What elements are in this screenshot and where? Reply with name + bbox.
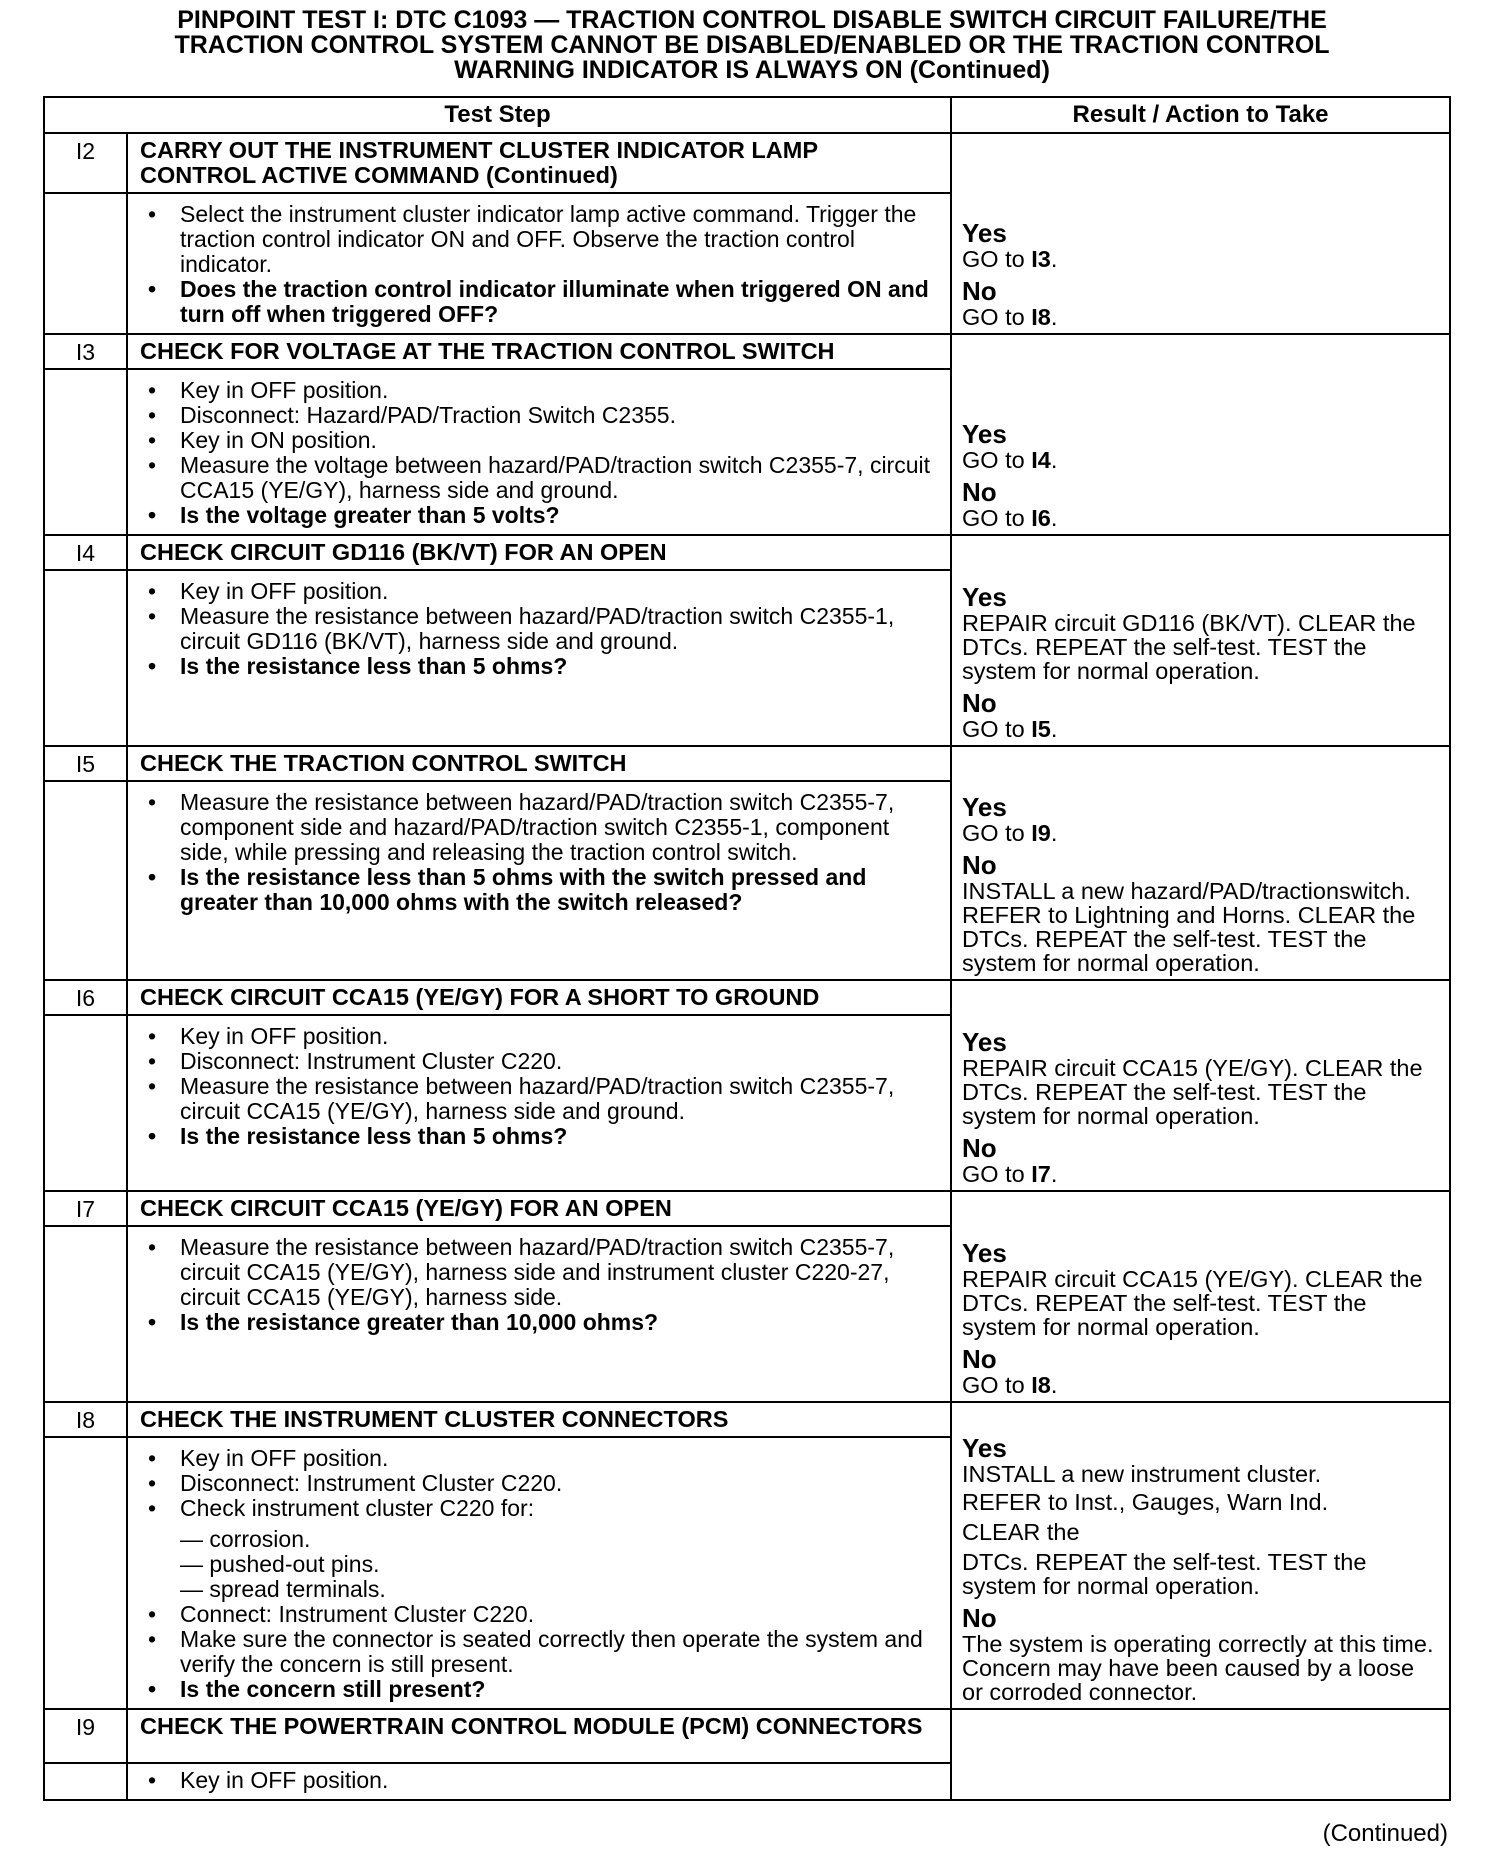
- list-item: • Check instrument cluster C220 for:: [140, 1496, 940, 1521]
- no-action: GO to I8.: [962, 1372, 1058, 1398]
- pinpoint-test-table: [43, 96, 1451, 1801]
- no-label: No: [962, 850, 997, 880]
- step-id: I9: [44, 1709, 127, 1763]
- step-link[interactable]: I3: [1031, 246, 1051, 272]
- sub-list-item: — pushed-out pins.: [180, 1551, 380, 1577]
- list-item: • Disconnect: Instrument Cluster C220.: [140, 1049, 940, 1074]
- no-action: GO to I7.: [962, 1161, 1058, 1187]
- step-id: I5: [44, 746, 127, 781]
- step-body: [127, 570, 951, 746]
- yes-action-line: CLEAR the: [962, 1519, 1080, 1545]
- yes-action: REPAIR circuit CCA15 (YE/GY). CLEAR the DTCs. REPEAT the self-test. TEST the system for normal operation.: [962, 1055, 1423, 1129]
- step-result: [951, 334, 1450, 535]
- sub-list-item: — corrosion.: [180, 1526, 311, 1552]
- step-title: CHECK THE INSTRUMENT CLUSTER CONNECTORS: [127, 1402, 951, 1437]
- step-title-line: CARRY OUT THE INSTRUMENT CLUSTER INDICATOR LAMP: [140, 137, 819, 163]
- step-result: [951, 1191, 1450, 1402]
- list-item: • Measure the resistance between hazard/PAD/traction switch C2355-1, circuit GD116 (BK/VT), harness side and ground.: [140, 604, 940, 654]
- step-link[interactable]: I5: [1031, 716, 1051, 742]
- list-item: • Make sure the connector is seated correctly then operate the system and verify the concern is still present.: [140, 1627, 940, 1677]
- yes-action-line: INSTALL a new instrument cluster.: [962, 1461, 1322, 1487]
- step-body: [127, 1437, 951, 1709]
- list-item: • Select the instrument cluster indicator lamp active command. Trigger the traction control indicator ON and OFF. Observe the traction control indicator.: [140, 202, 940, 277]
- list-item: • Key in OFF position.: [140, 1446, 940, 1471]
- no-action: INSTALL a new hazard/PAD/tractionswitch. REFER to Lightning and Horns. CLEAR the DTCs. REPEAT the self-test. TEST the system for normal operation.: [962, 878, 1416, 976]
- step-i6-title-row: [44, 980, 1450, 1015]
- step-title: CHECK THE POWERTRAIN CONTROL MODULE (PCM) CONNECTORS: [127, 1709, 951, 1763]
- step-body: [127, 781, 951, 980]
- page-title: [40, 8, 1464, 83]
- yes-label: Yes: [962, 419, 1007, 449]
- list-item: • Connect: Instrument Cluster C220.: [140, 1602, 940, 1627]
- yes-label: Yes: [962, 792, 1007, 822]
- step-i8-title-row: [44, 1402, 1450, 1437]
- step-body: [127, 1015, 951, 1191]
- list-item: • Measure the resistance between hazard/PAD/traction switch C2355-7, component side and hazard/PAD/traction switch C2355-1, component side, while pressing and releasing the traction control switch.: [140, 790, 940, 865]
- no-label: No: [962, 477, 997, 507]
- list-item: • Disconnect: Instrument Cluster C220.: [140, 1471, 940, 1496]
- header-result: Result / Action to Take: [951, 97, 1450, 133]
- continued-label: (Continued): [1322, 1820, 1448, 1847]
- list-item: • Key in ON position.: [140, 428, 940, 453]
- yes-action: REPAIR circuit CCA15 (YE/GY). CLEAR the DTCs. REPEAT the self-test. TEST the system for normal operation.: [962, 1266, 1423, 1340]
- title-line-3: WARNING INDICATOR IS ALWAYS ON (Continued): [454, 56, 1050, 84]
- step-link[interactable]: I8: [1031, 304, 1051, 330]
- step-result: [951, 1709, 1450, 1800]
- list-item: • Disconnect: Hazard/PAD/Traction Switch C2355.: [140, 403, 940, 428]
- title-line-2: TRACTION CONTROL SYSTEM CANNOT BE DISABLED/ENABLED OR THE TRACTION CONTROL: [174, 31, 1330, 59]
- step-id: I3: [44, 334, 127, 369]
- list-item: • Key in OFF position.: [140, 579, 940, 604]
- step-id: I6: [44, 980, 127, 1015]
- step-title: [127, 133, 951, 193]
- yes-action: GO to I9.: [962, 820, 1058, 846]
- step-body: [127, 369, 951, 535]
- step-i7-title-row: [44, 1191, 1450, 1226]
- step-id: I8: [44, 1402, 127, 1437]
- no-label: No: [962, 276, 997, 306]
- step-link[interactable]: I6: [1031, 505, 1051, 531]
- step-result: [951, 133, 1450, 334]
- no-action: The system is operating correctly at this time. Concern may have been caused by a loose or corroded connector.: [962, 1631, 1434, 1705]
- step-body: [127, 193, 951, 334]
- step-i4-title-row: [44, 535, 1450, 570]
- list-item: • Key in OFF position.: [140, 1024, 940, 1049]
- step-i9-title-row: [44, 1709, 1450, 1763]
- yes-label: Yes: [962, 1238, 1007, 1268]
- step-title: CHECK CIRCUIT GD116 (BK/VT) FOR AN OPEN: [127, 535, 951, 570]
- step-link[interactable]: I4: [1031, 447, 1051, 473]
- list-item-question: • Is the resistance less than 5 ohms?: [140, 1124, 940, 1149]
- step-link[interactable]: I8: [1031, 1372, 1051, 1398]
- step-id: I7: [44, 1191, 127, 1226]
- step-title: CHECK THE TRACTION CONTROL SWITCH: [127, 746, 951, 781]
- step-title: CHECK CIRCUIT CCA15 (YE/GY) FOR A SHORT TO GROUND: [127, 980, 951, 1015]
- list-item-question: • Is the voltage greater than 5 volts?: [140, 503, 940, 528]
- yes-label: Yes: [962, 582, 1007, 612]
- list-item-question: • Is the resistance less than 5 ohms?: [140, 654, 940, 679]
- yes-label: Yes: [962, 218, 1007, 248]
- no-label: No: [962, 1603, 997, 1633]
- no-action: GO to I6.: [962, 505, 1058, 531]
- table-header-row: [44, 97, 1450, 133]
- step-id: I2: [44, 133, 127, 193]
- step-title-line: CONTROL ACTIVE COMMAND (Continued): [140, 162, 618, 188]
- step-i5-title-row: [44, 746, 1450, 781]
- step-id: I4: [44, 535, 127, 570]
- list-item-question: • Is the concern still present?: [140, 1677, 940, 1702]
- yes-action-line: DTCs. REPEAT the self-test. TEST the system for normal operation.: [962, 1549, 1367, 1599]
- yes-action: REPAIR circuit GD116 (BK/VT). CLEAR the DTCs. REPEAT the self-test. TEST the system for normal operation.: [962, 610, 1416, 684]
- list-item-question: • Is the resistance greater than 10,000 ohms?: [140, 1310, 940, 1335]
- step-title: CHECK FOR VOLTAGE AT THE TRACTION CONTROL SWITCH: [127, 334, 951, 369]
- list-item: • Measure the voltage between hazard/PAD/traction switch C2355-7, circuit CCA15 (YE/GY), harness side and ground.: [140, 453, 940, 503]
- step-result: [951, 746, 1450, 980]
- step-i3-title-row: [44, 334, 1450, 369]
- no-action: GO to I8.: [962, 304, 1058, 330]
- no-label: No: [962, 1344, 997, 1374]
- step-result: [951, 535, 1450, 746]
- step-title: CHECK CIRCUIT CCA15 (YE/GY) FOR AN OPEN: [127, 1191, 951, 1226]
- title-line-1: PINPOINT TEST I: DTC C1093 — TRACTION CONTROL DISABLE SWITCH CIRCUIT FAILURE/THE: [177, 6, 1327, 34]
- header-test-step: Test Step: [44, 97, 951, 133]
- step-body: [127, 1226, 951, 1402]
- step-result: [951, 980, 1450, 1191]
- yes-label: Yes: [962, 1433, 1007, 1463]
- list-item: • Key in OFF position.: [140, 378, 940, 403]
- step-link[interactable]: I9: [1031, 820, 1051, 846]
- yes-action: GO to I4.: [962, 447, 1058, 473]
- step-result: [951, 1402, 1450, 1709]
- sub-list-item: — spread terminals.: [180, 1576, 386, 1602]
- no-label: No: [962, 1133, 997, 1163]
- step-i2-title-row: [44, 133, 1450, 193]
- yes-label: Yes: [962, 1027, 1007, 1057]
- yes-action: GO to I3.: [962, 246, 1058, 272]
- list-item-question: • Is the resistance less than 5 ohms with the switch pressed and greater than 10,000 ohms with the switch released?: [140, 865, 940, 915]
- list-item: • Measure the resistance between hazard/PAD/traction switch C2355-7, circuit CCA15 (YE/GY), harness side and ground.: [140, 1074, 940, 1124]
- list-item-question: • Does the traction control indicator illuminate when triggered ON and turn off when triggered OFF?: [140, 277, 940, 327]
- step-link[interactable]: I7: [1031, 1161, 1051, 1187]
- yes-action-line: REFER to Inst., Gauges, Warn Ind.: [962, 1489, 1329, 1515]
- no-label: No: [962, 688, 997, 718]
- list-item: • Measure the resistance between hazard/PAD/traction switch C2355-7, circuit CCA15 (YE/GY), harness side and instrument cluster C220-27, circuit CCA15 (YE/GY), harness side.: [140, 1235, 940, 1310]
- list-item: • Key in OFF position.: [140, 1768, 940, 1793]
- no-action: GO to I5.: [962, 716, 1058, 742]
- step-body: [127, 1763, 951, 1800]
